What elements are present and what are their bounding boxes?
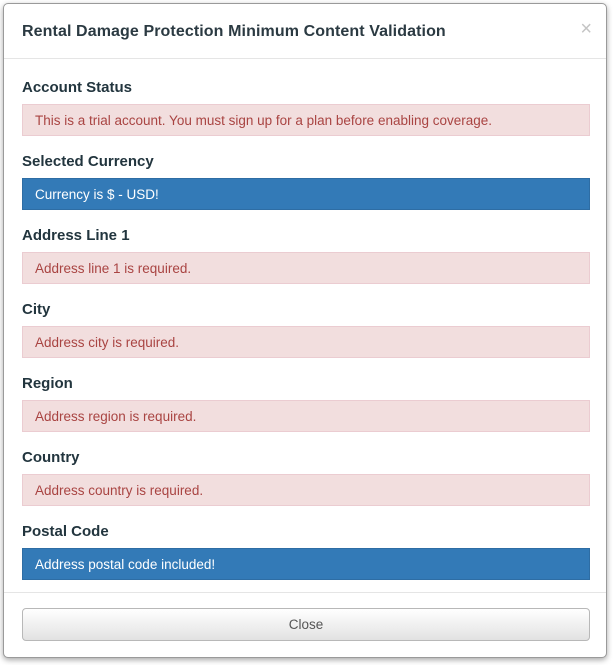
field-label-selected-currency: Selected Currency (22, 153, 154, 170)
close-button[interactable]: Close (22, 608, 590, 641)
field-label-address-line-1: Address Line 1 (22, 227, 130, 244)
field-label-city: City (22, 301, 51, 318)
field-label-region: Region (22, 375, 73, 392)
country-alert: Address country is required. (22, 474, 590, 506)
field-label-account-status: Account Status (22, 79, 133, 96)
close-icon[interactable]: × (580, 18, 592, 40)
validation-modal (3, 3, 607, 658)
modal-header (4, 4, 606, 59)
region-alert: Address region is required. (22, 400, 590, 432)
postal-code-alert: Address postal code included! (22, 548, 590, 580)
city-alert: Address city is required. (22, 326, 590, 358)
address-line-1-alert: Address line 1 is required. (22, 252, 590, 284)
modal-footer (4, 592, 606, 657)
currency-alert: Currency is $ - USD! (22, 178, 590, 210)
account-status-alert: This is a trial account. You must sign up for a plan before enabling coverage. (22, 104, 590, 136)
modal-title: Rental Damage Protection Minimum Content Validation (22, 23, 446, 40)
field-label-country: Country (22, 449, 80, 466)
field-label-postal-code: Postal Code (22, 523, 109, 540)
